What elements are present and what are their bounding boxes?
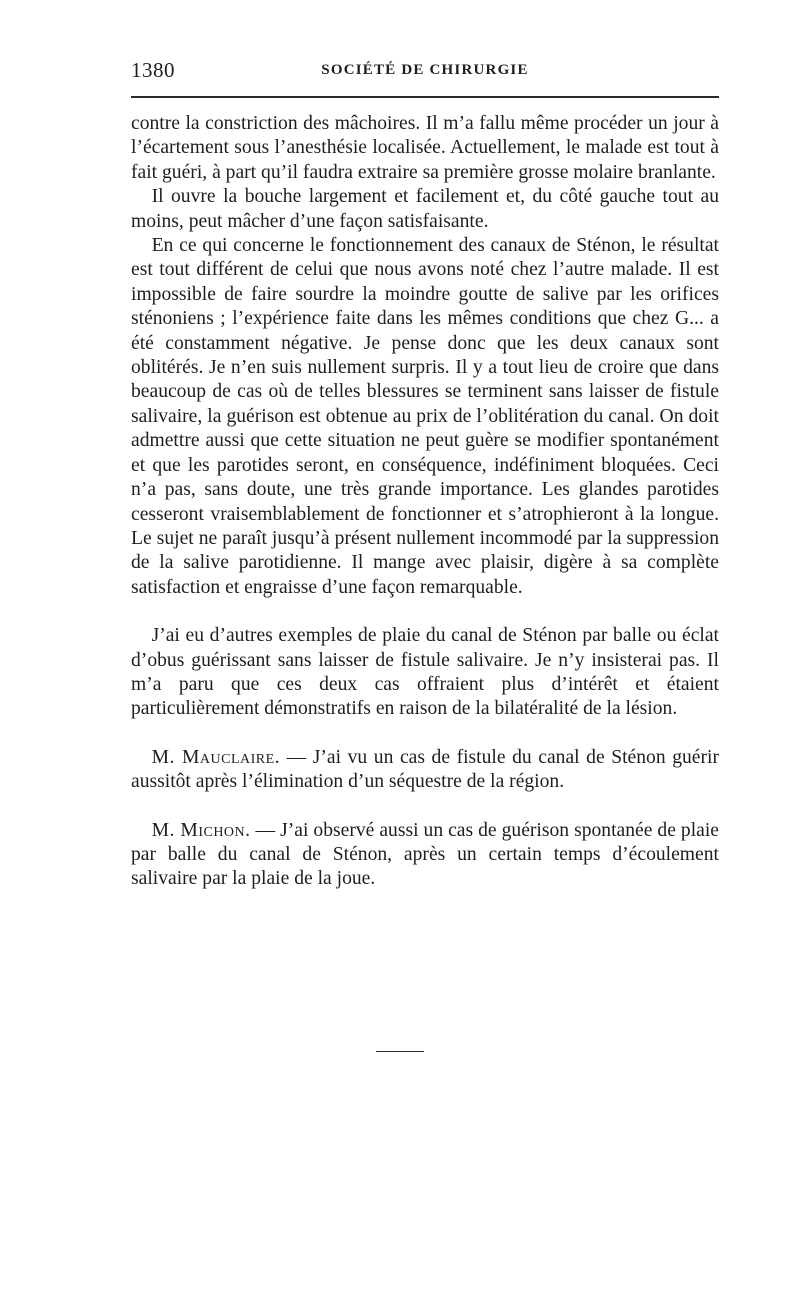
speaker-name: M. Mauclaire. — [151, 746, 281, 768]
paragraph-mouth-opening: Il ouvre la bouche largement et facilement et, du côté gauche tout au moins, peut mâcher d’une façon satisfaisante. — [131, 186, 719, 232]
discussion-mauclaire — [131, 746, 719, 795]
discussion-michon — [131, 819, 719, 892]
paragraph-spacer — [131, 722, 719, 746]
paragraph-continuation: contre la constriction des mâchoires. Il m’a fallu même procéder un jour à l’écartement sous l’anesthésie localisée. Actuellement, le malade est tout à fait guéri, à part qu’il faudra extraire sa première grosse molaire branlante. — [131, 113, 719, 183]
header-rule — [131, 96, 719, 98]
paragraph-spacer — [131, 795, 719, 819]
body-text — [131, 112, 719, 892]
speaker-name: M. Michon. — [151, 819, 251, 841]
paragraph-spacer — [131, 600, 719, 624]
speaker-remark: — J’ai vu un cas de fistule du canal de Sténon guérir aussitôt après l’élimination d’un séquestre de la région. — [131, 746, 719, 793]
section-end-rule — [376, 1051, 424, 1052]
paragraph-stenon-ducts: En ce qui concerne le fonctionnement des canaux de Sténon, le résultat est tout différent de celui que nous avons noté chez l’autre malade. Il est impossible de faire sourdre la moindre goutte de salive par les orifices sténoniens ; l’expérience faite dans les mêmes conditions que chez G... a été constamment négative. Je pense donc que les deux canaux sont oblitérés. Je n’en suis nullement surpris. Il y a tout lieu de croire que dans beaucoup de cas où de telles blessures se terminent sans laisser de fistule salivaire, la guérison est obtenue au prix de l’oblitération du canal. On doit admettre aussi que cette situation ne peut guère se modifier spontanément et que les parotides seront, en conséquence, indéfiniment bloquées. Ceci n’a pas, sans doute, une très grande importance. Les glandes parotides cesseront vraisemblablement de fonctionner et s’atrophieront à la longue. Le sujet ne paraît jusqu’à présent nullement incommodé par la suppression de la salive parotidienne. Il mange avec plaisir, digère à sa complète satisfaction et engraisse d’une façon remarquable. — [131, 235, 719, 598]
paragraph-other-examples: J’ai eu d’autres exemples de plaie du canal de Sténon par balle ou éclat d’obus guérissant sans laisser de fistule salivaire. Je n’y insisterai pas. Il m’a paru que ces deux cas offraient plus d’intérêt et étaient particulièrement démonstratifs en raison de la bilatéralité de la lésion. — [131, 625, 719, 720]
page-number: 1380 — [131, 58, 175, 82]
speaker-remark: — J’ai observé aussi un cas de guérison spontanée de plaie par balle du canal de Sténon, après un certain temps d’écoulement salivaire par la plaie de la joue. — [131, 819, 719, 890]
running-head: SOCIÉTÉ DE CHIRURGIE — [321, 62, 529, 78]
page-header — [131, 58, 719, 88]
